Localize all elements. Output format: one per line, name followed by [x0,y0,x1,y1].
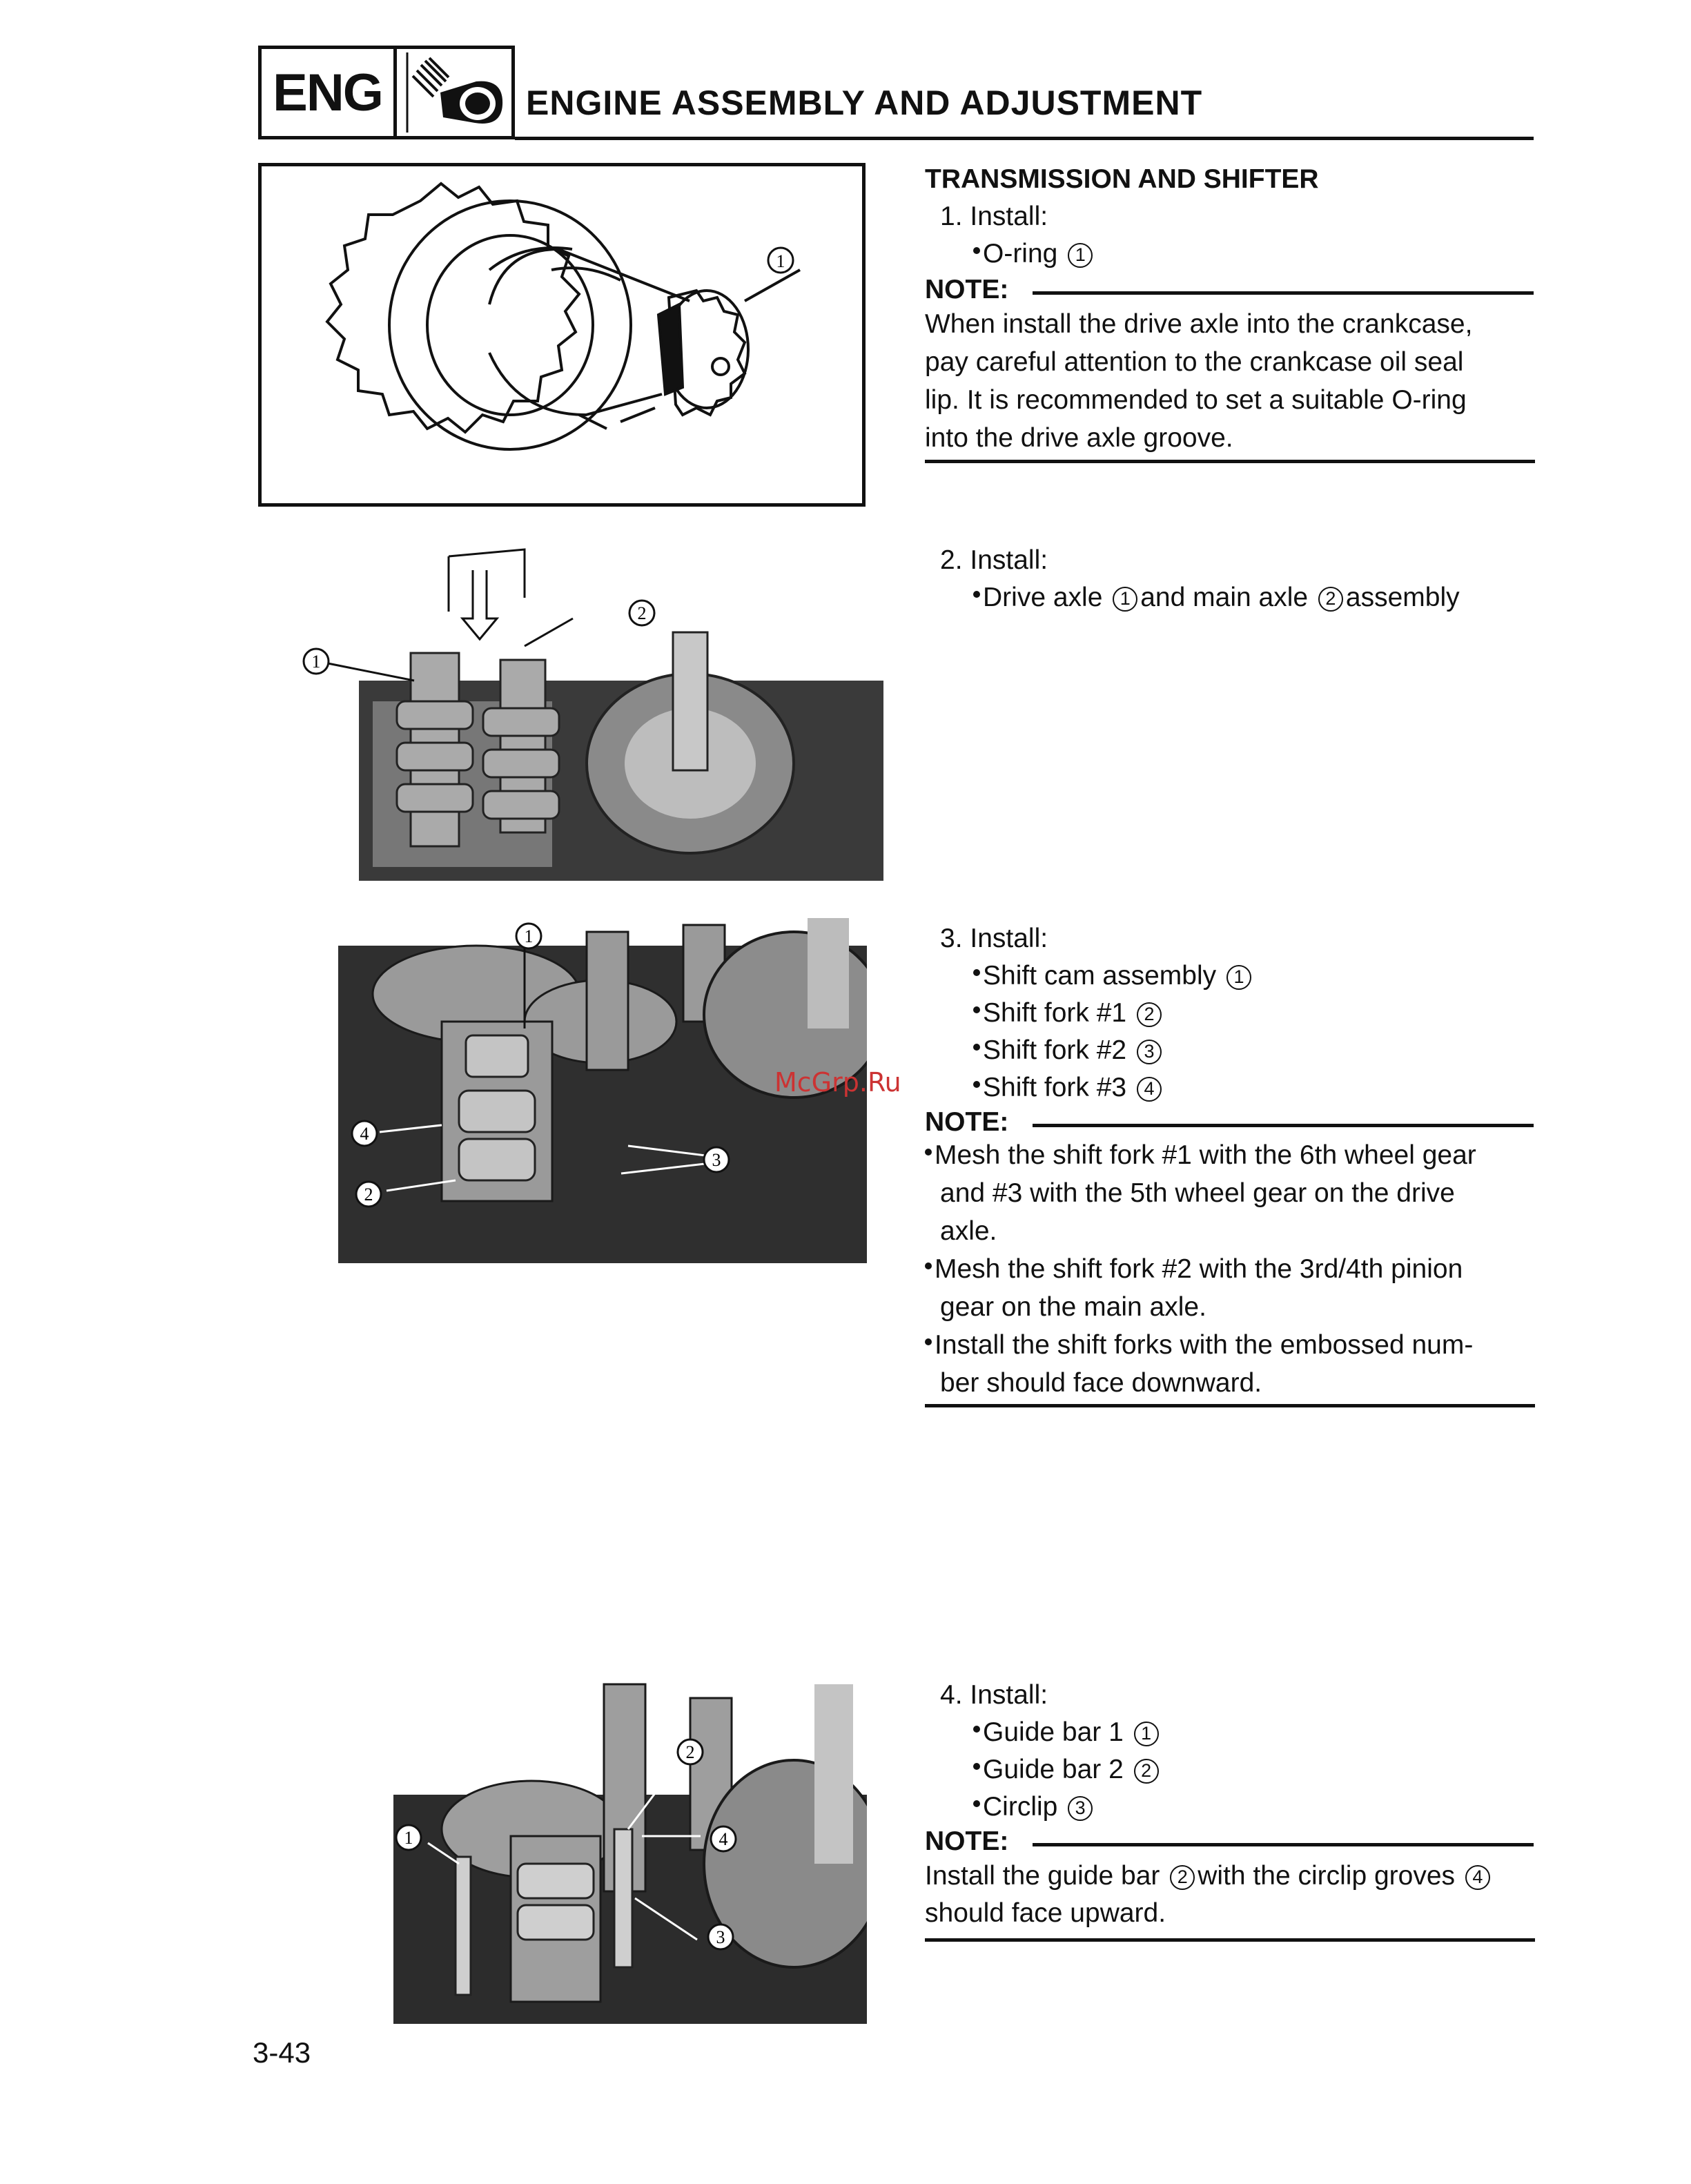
note-text: Mesh the shift fork #1 with the 6th wheel gear [935,1140,1476,1170]
note-line: lip. It is recommended to set a suitable O-ring [925,385,1467,415]
note-rule [1033,1843,1534,1846]
section-title: TRANSMISSION AND SHIFTER [925,164,1319,194]
circled-number: 2 [1318,587,1343,612]
step3-item [973,957,1254,995]
step3-item [973,994,1164,1032]
note-bullet-line [925,1250,1536,1288]
step1-note [925,305,1536,457]
figure1-callout-1: 1 [776,251,785,271]
figure-oring-drawing [258,163,866,507]
note-line: gear on the main axle. [940,1292,1206,1322]
note-line: When install the drive axle into the crankcase, [925,309,1473,339]
circled-number: 1 [1068,243,1093,268]
step2-item-text: assembly [1345,583,1460,612]
bullet-icon [973,1800,980,1807]
figure4-callout-3: 3 [716,1927,725,1947]
note-line: and #3 with the 5th wheel gear on the drive [940,1178,1455,1208]
figure-guide-bars-photo [366,1670,867,2024]
step4-label: 4. Install: [940,1680,1048,1710]
circled-number: 3 [1068,1796,1093,1821]
step4-note-line2: should face upward. [925,1898,1166,1928]
bullet-icon [925,1338,932,1345]
note-line: into the drive axle groove. [925,423,1233,453]
step1-label: 1. Install: [940,202,1048,231]
circled-number: 4 [1465,1865,1490,1890]
step1-item [973,235,1095,273]
circled-number: 1 [1134,1722,1159,1746]
step2-label: 2. Install: [940,545,1048,575]
bullet-icon [925,1149,932,1156]
step4-item [973,1713,1162,1751]
engine-wrench-icon [400,51,511,135]
note-line: axle. [940,1216,997,1246]
page-number: 3-43 [253,2036,311,2069]
step4-item-text: Circlip [983,1792,1058,1822]
figure3-callout-4: 4 [360,1124,369,1144]
bullet-icon [973,1763,980,1770]
figure4-callout-2: 2 [685,1742,695,1762]
step1-item-text: O-ring [983,239,1058,269]
bullet-icon [973,1006,980,1013]
section-code: ENG [262,49,397,136]
step3-item-text: Shift fork #2 [983,1035,1127,1065]
note-line: ber should face downward. [940,1368,1262,1398]
note-text: Install the guide bar [925,1861,1160,1891]
circled-number: 1 [1226,965,1251,990]
note-text: with the circlip groves [1198,1861,1456,1891]
step2-item [973,578,1460,616]
bullet-icon [925,1262,932,1269]
bullet-icon [973,969,980,976]
note-bullet-line [925,1326,1536,1364]
figure-axles-photo [297,543,883,886]
note-bullet-line [925,1136,1536,1174]
step3-note [925,1136,1536,1402]
note-rule [1033,1124,1534,1127]
step3-item [973,1069,1164,1106]
step2-item-text: Drive axle [983,583,1103,612]
step3-item-text: Shift fork #3 [983,1073,1127,1102]
note-line: pay careful attention to the crankcase oil seal [925,347,1464,377]
step3-item-text: Shift fork #1 [983,998,1127,1028]
circled-number: 2 [1137,1002,1162,1027]
note-end-rule [925,1404,1535,1407]
bullet-icon [973,591,980,598]
circled-number: 4 [1137,1077,1162,1102]
page-title: ENGINE ASSEMBLY AND ADJUSTMENT [526,84,1203,122]
note-end-rule [925,460,1535,463]
step3-note-label: NOTE: [925,1107,1009,1137]
step4-item-text: Guide bar 1 [983,1717,1124,1747]
step2-item-text: and main axle [1140,583,1309,612]
step4-item-text: Guide bar 2 [983,1755,1124,1784]
note-text: Install the shift forks with the embossed num- [935,1330,1474,1360]
step3-label: 3. Install: [940,924,1048,953]
figure3-callout-3: 3 [712,1150,721,1170]
step4-note-label: NOTE: [925,1826,1009,1856]
bullet-icon [973,1044,980,1051]
figure3-callout-1: 1 [524,926,534,946]
step4-note-line1 [925,1857,1493,1895]
figure3-callout-2: 2 [364,1184,373,1205]
circled-number: 2 [1170,1865,1195,1890]
step1-note-label: NOTE: [925,275,1009,304]
note-text: Mesh the shift fork #2 with the 3rd/4th pinion [935,1254,1463,1284]
bullet-icon [973,1081,980,1088]
note-rule [1033,291,1534,295]
bullet-icon [973,247,980,254]
step4-item [973,1751,1162,1788]
figure2-callout-2: 2 [637,603,647,623]
step3-item-text: Shift cam assembly [983,961,1217,991]
header-rule [515,137,1534,140]
circled-number: 3 [1137,1040,1162,1064]
circled-number: 2 [1134,1759,1159,1784]
figure2-callout-1: 1 [311,652,321,672]
figure4-callout-1: 1 [404,1828,413,1848]
figure4-callout-4: 4 [719,1829,728,1849]
bullet-icon [973,1726,980,1733]
step3-item [973,1031,1164,1069]
watermark: McGrp.Ru [774,1067,901,1098]
note-end-rule [925,1938,1535,1942]
step4-item [973,1788,1095,1826]
circled-number: 1 [1113,587,1137,612]
